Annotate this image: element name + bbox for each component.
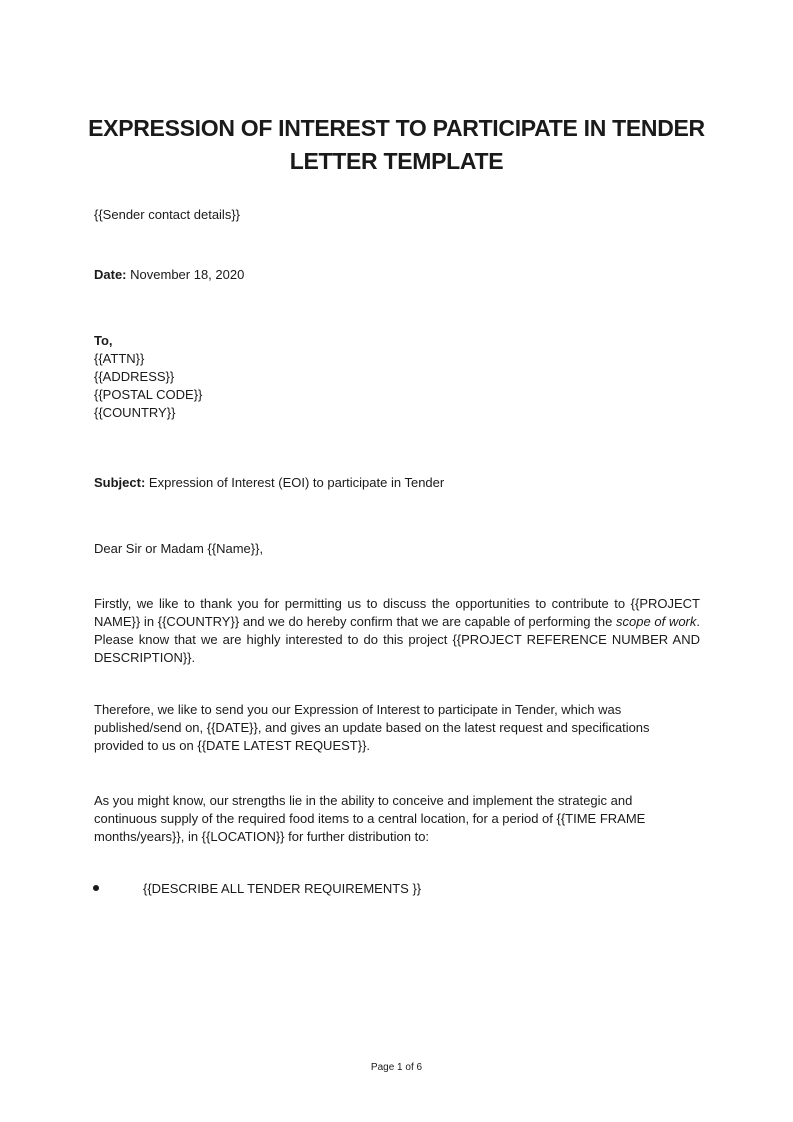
paragraph-line: provided to us on {{DATE LATEST REQUEST}}.: [94, 738, 371, 753]
paragraph-line: As you might know, our strengths lie in the ability to conceive and implement the strategic and: [94, 793, 633, 808]
recipient-block: [94, 332, 700, 422]
bullet-icon: [93, 885, 99, 891]
paragraph-line: Therefore, we like to send you our Expression of Interest to participate in Tender, which was: [94, 702, 622, 717]
document-title: [60, 112, 733, 178]
paragraph-line: continuous supply of the required food items to a central location, for a period of {{TIME FRAME: [94, 811, 646, 826]
date-value: November 18, 2020: [130, 267, 245, 282]
date-label: Date:: [94, 267, 127, 282]
paragraph-intro-part-1: Firstly, we like to thank you for permitting us to discuss the opportunities to contribute to {{PROJECT NAME}} in {{COUNTRY}} and we do hereby confirm that we are capable of performing the: [94, 596, 700, 629]
paragraph-line: months/years}}, in {{LOCATION}} for further distribution to:: [94, 829, 430, 844]
paragraph-intro: [94, 595, 700, 667]
salutation: Dear Sir or Madam {{Name}},: [94, 541, 264, 556]
address-postal-code: {{POSTAL CODE}}: [94, 387, 203, 402]
bullet-item-tender-requirements: {{DESCRIBE ALL TENDER REQUIREMENTS }}: [143, 881, 422, 896]
subject-line: [94, 474, 700, 492]
title-line-1: EXPRESSION OF INTEREST TO PARTICIPATE IN TENDER: [88, 115, 705, 141]
paragraph-expression-of-interest: [94, 701, 700, 755]
address-country: {{COUNTRY}}: [94, 405, 176, 420]
title-line-2: LETTER TEMPLATE: [289, 148, 504, 174]
subject-value: Expression of Interest (EOI) to participate in Tender: [148, 475, 445, 490]
address-attn: {{ATTN}}: [94, 351, 145, 366]
scope-of-work-emphasis: scope of work: [616, 614, 697, 629]
subject-label: Subject:: [94, 475, 146, 490]
paragraph-intro-part-2: . Please know that we are highly interested to do this project {{PROJECT REFERENCE NUMBER AND DESCRIPTION}}.: [94, 614, 701, 665]
sender-contact-details: {{Sender contact details}}: [94, 207, 241, 222]
page-number-footer: Page 1 of 6: [370, 1062, 423, 1073]
to-label: To,: [94, 333, 113, 348]
address-address: {{ADDRESS}}: [94, 369, 175, 384]
paragraph-line: published/send on, {{DATE}}, and gives an update based on the latest request and specifications: [94, 720, 650, 735]
paragraph-strengths: [94, 792, 700, 846]
date-line: [94, 266, 700, 284]
